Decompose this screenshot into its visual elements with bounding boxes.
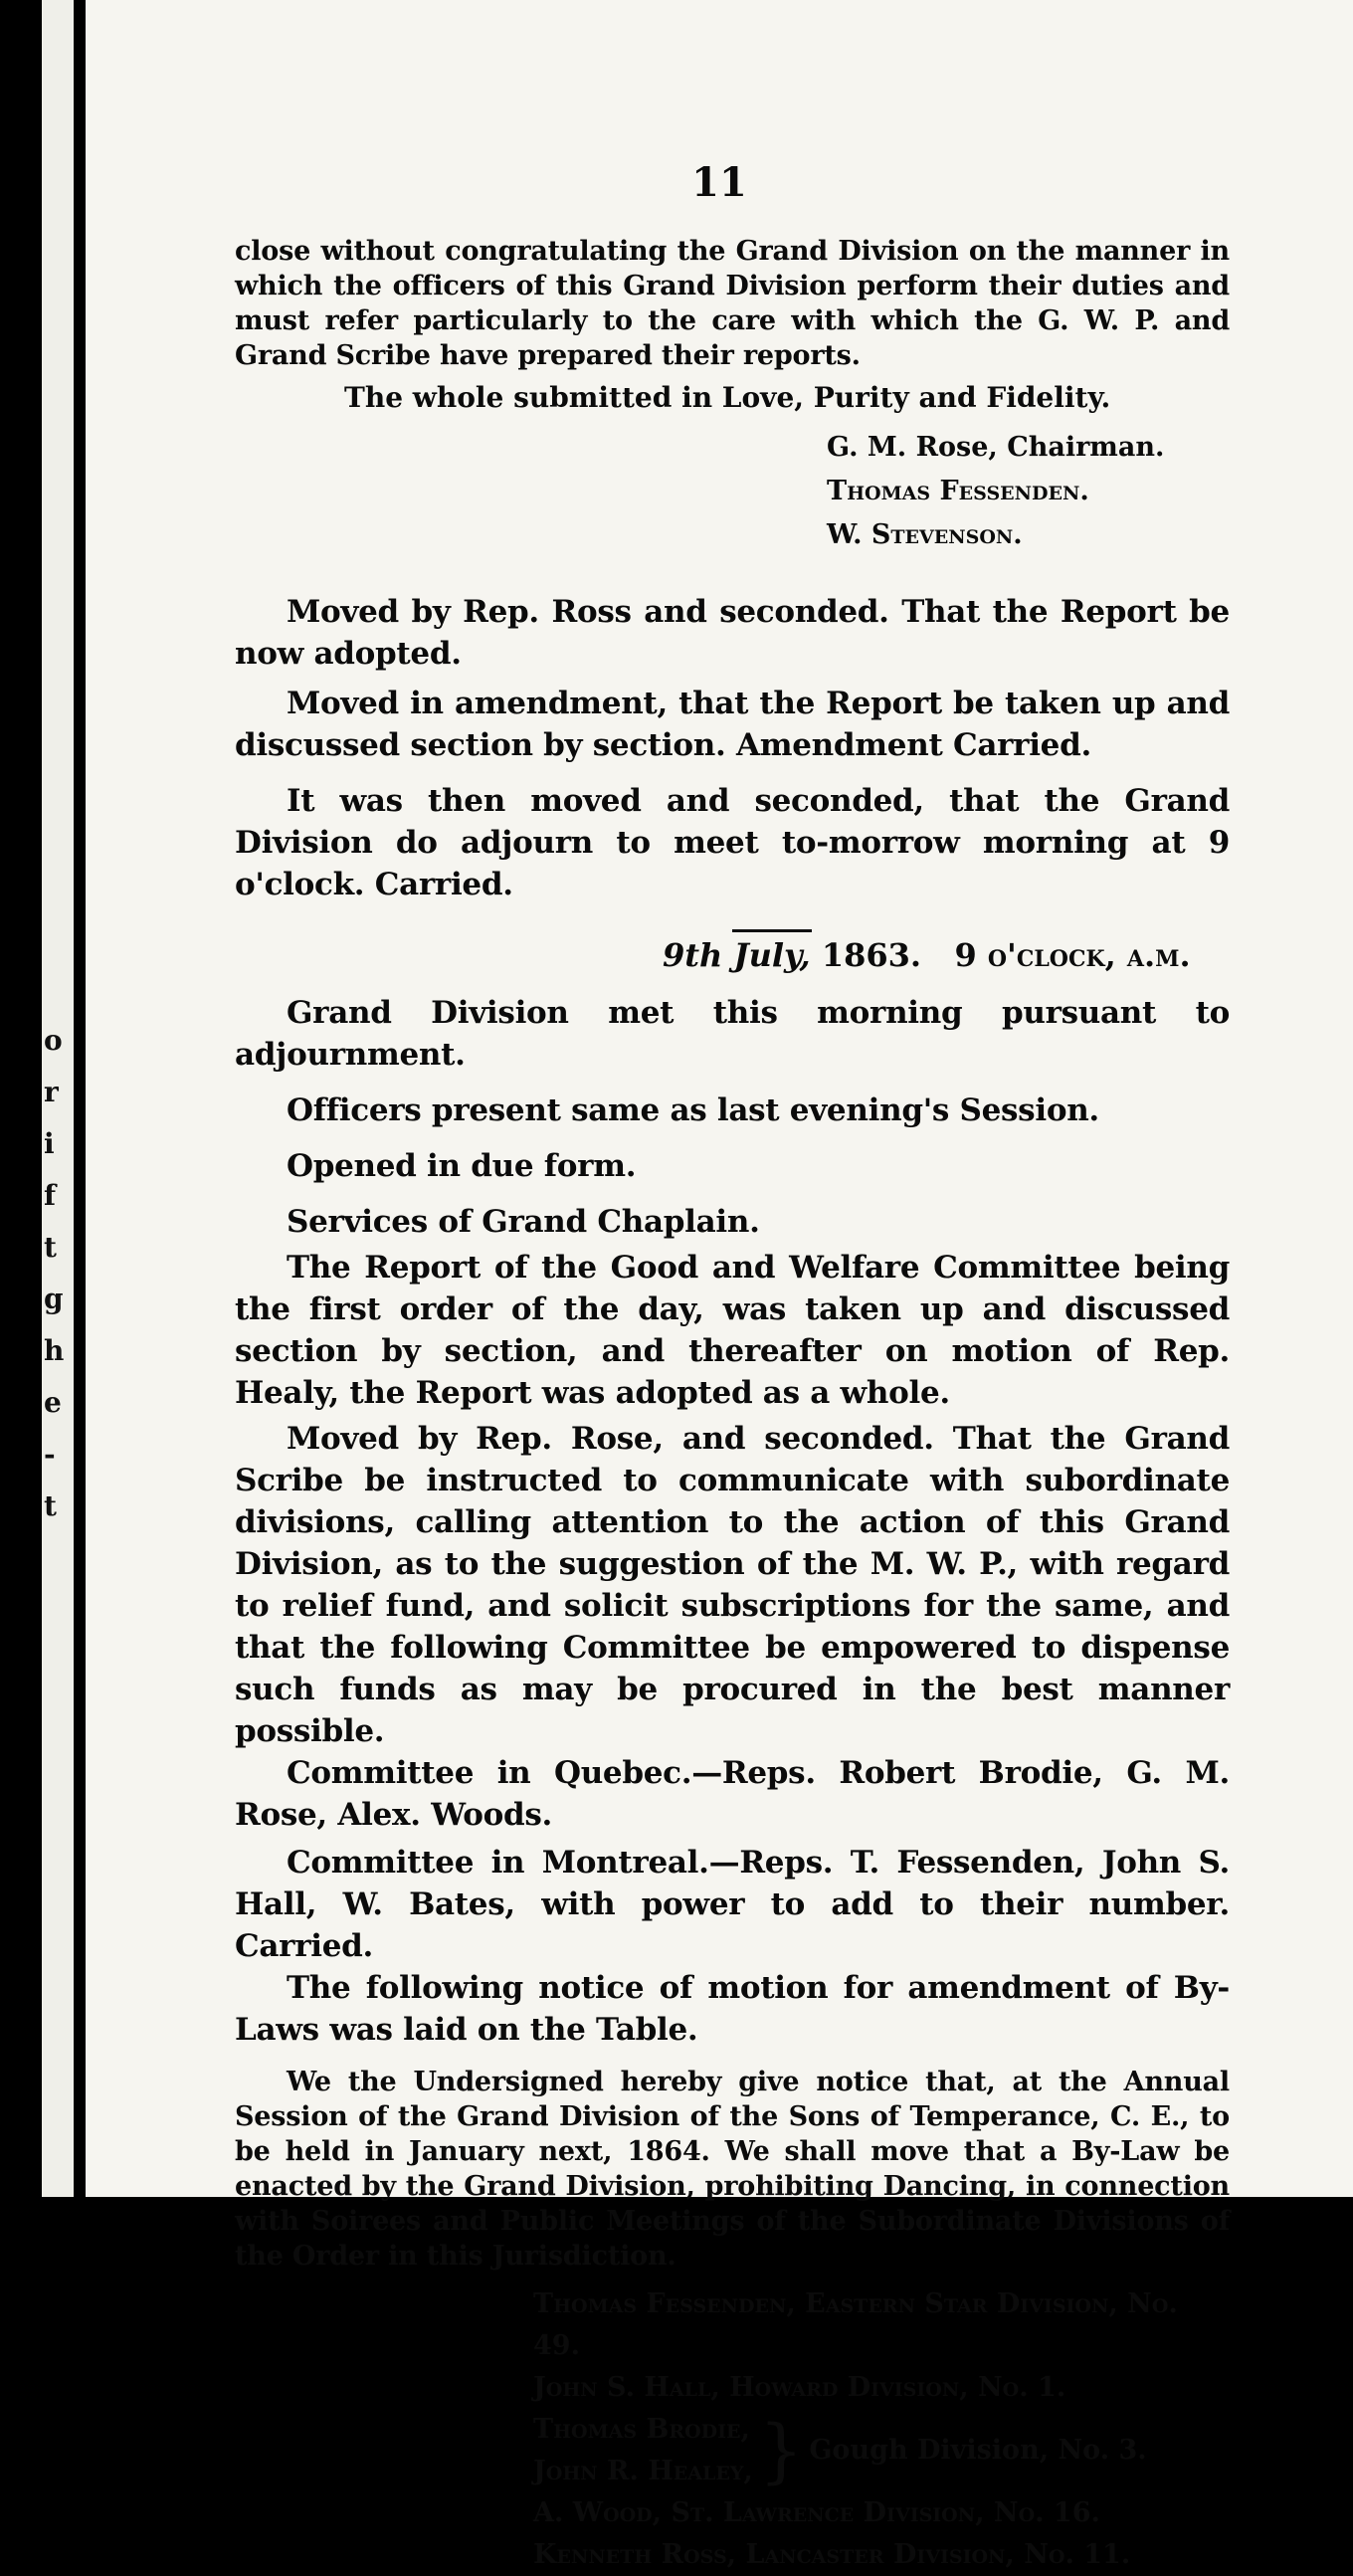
margin-mark: - (44, 1438, 56, 1471)
signatory: Thomas Fessenden. (827, 476, 1089, 506)
paragraph: Grand Division met this morning pursuant to adjournment. (235, 995, 1230, 1073)
paragraph: Committee in Montreal.—Reps. T. Fessenden, John S. Hall, W. Bates, with power to add to their number. Carried. (235, 1845, 1230, 1964)
margin-mark: o (44, 1024, 63, 1057)
notice-signer: Kenneth Ross, Lancaster Division, No. 11. (533, 2539, 1131, 2570)
notice-signer: Thomas Brodie, (533, 2414, 750, 2445)
margin-mark: t (44, 1489, 57, 1522)
date-text: 9th July, (663, 936, 811, 974)
notice-signer: John S. Hall, Howard Division, No. 1. (533, 2372, 1066, 2403)
margin-mark: r (44, 1076, 59, 1108)
paragraph: Moved in amendment, that the Report be taken up and discussed section by section. Amendment Carried. (235, 686, 1230, 763)
brace-symbol: } (758, 2410, 804, 2491)
document-page (86, 0, 1353, 2570)
shared-division: Gough Division, No. 3. (809, 2435, 1147, 2466)
margin-mark: i (44, 1127, 55, 1160)
paragraph: Services of Grand Chaplain. (287, 1204, 760, 1240)
bracketed-signers (533, 2409, 1230, 2492)
paragraph: Opened in due form. (287, 1148, 637, 1184)
margin-mark: g (44, 1283, 64, 1315)
paragraph: Committee in Quebec.—Reps. Robert Brodie, G. M. Rose, Alex. Woods. (235, 1755, 1230, 1833)
paragraph: It was then moved and seconded, that the Grand Division do adjourn to meet to-morrow morning at 9 o'clock. Carried. (235, 783, 1230, 902)
notice-signer: A. Wood, St. Lawrence Division, No. 16. (533, 2497, 1100, 2528)
margin-mark: e (44, 1386, 62, 1419)
paragraph: Officers present same as last evening's Session. (287, 1092, 1099, 1128)
margin-mark: h (44, 1334, 65, 1367)
notice-signer: John R. Healey, (533, 2456, 753, 2486)
page-content (235, 234, 1230, 2576)
session-date (235, 936, 1230, 974)
notice-signers (235, 2283, 1230, 2576)
margin-mark: f (44, 1179, 57, 1212)
section-rule (732, 929, 812, 932)
spacer (235, 557, 1230, 591)
facing-page-marks (44, 1015, 74, 1532)
gutter (74, 0, 86, 2197)
report-signatories (235, 426, 1230, 557)
time-text: 9 o'clock, a.m. (954, 936, 1191, 974)
page-number: 11 (691, 159, 747, 206)
paragraph: The Report of the Good and Welfare Committee being the first order of the day, was taken up and discussed section by section, and thereafter on motion of Rep. Healy, the Report was adopted as a whole. (235, 1250, 1230, 1411)
closing-line: The whole submitted in Love, Purity and Fidelity. (344, 381, 1111, 414)
signatory: W. Stevenson. (827, 519, 1023, 550)
report-conclusion: close without congratulating the Grand Division on the manner in which the officers of this Grand Division perform their duties and must refer particularly to the care with which the G. W. P. and Grand Scribe have prepared their reports. (235, 236, 1230, 371)
signatory: G. M. Rose, Chairman. (827, 432, 1165, 463)
paragraph: Moved by Rep. Ross and seconded. That the Report be now adopted. (235, 594, 1230, 672)
notice-signer: Thomas Fessenden, Eastern Star Division, No. 49. (533, 2288, 1178, 2361)
margin-mark: t (44, 1231, 57, 1264)
year-text: 1863. (821, 936, 922, 974)
by-law-notice: We the Undersigned hereby give notice that, at the Annual Session of the Grand Division of the Sons of Temperance, C. E., to be held in January next, 1864. We shall move that a By-Law be enacted by the Grand Division, prohibiting Dancing, in connection with Soirees and Public Meetings of the Subordinate Divisions of the Order in this Jurisdiction. (235, 2067, 1230, 2272)
paragraph: Moved by Rep. Rose, and seconded. That the Grand Scribe be instructed to communicate with subordinate divisions, calling attention to the action of this Grand Division, as to the suggestion of the M. W. P., with regard to relief fund, and solicit subscriptions for the same, and that the following Committee be empowered to dispense such funds as may be procured in the best manner possible. (235, 1421, 1230, 1749)
binding-edge (0, 0, 42, 2197)
paragraph: The following notice of motion for amendment of By-Laws was laid on the Table. (235, 1970, 1230, 2048)
bracketed-names (533, 2409, 753, 2492)
